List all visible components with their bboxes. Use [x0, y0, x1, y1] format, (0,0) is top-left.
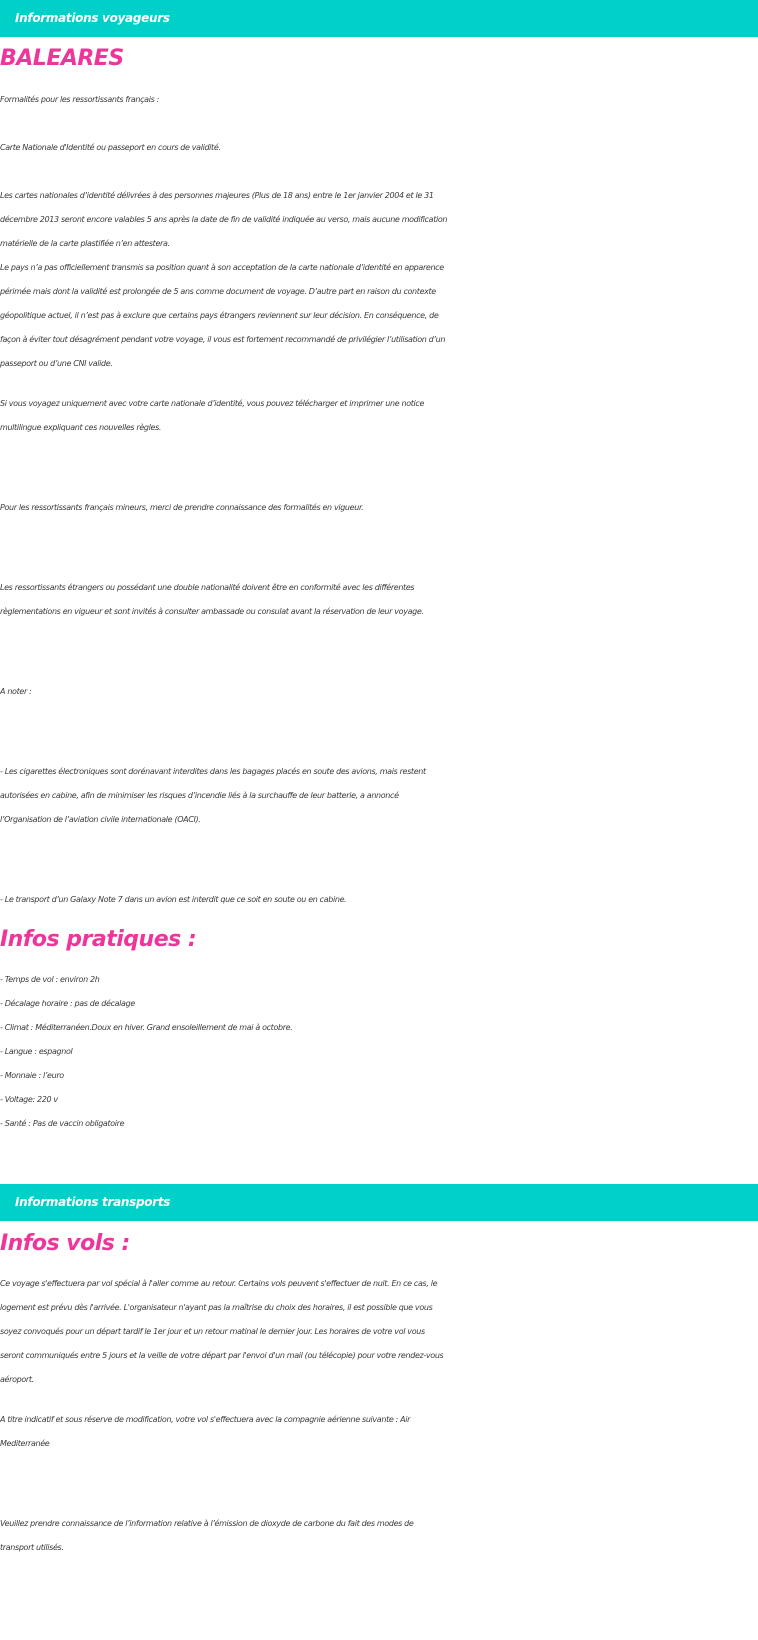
text-line: A titre indicatif et sous réserve de modification, votre vol s'effectuera avec la compagnie aérienne suivante : Air: [0, 1415, 411, 1424]
cni-requirement: Carte Nationale d'Identité ou passeport en cours de validité.: [0, 143, 221, 152]
section-banner-voyageurs: Informations voyageurs: [0, 0, 758, 37]
text-line: géopolitique actuel, il n’est pas à exclure que certains pays étrangers reviennent sur leur décision. En conséquence, de: [0, 311, 439, 320]
infos-vols-title: Infos vols :: [0, 1231, 130, 1256]
formalites-intro: Formalités pour les ressortissants français :: [0, 95, 159, 104]
text-line: règlementations en vigueur et sont invités à consulter ambassade ou consulat avant la réservation de leur voyage.: [0, 607, 424, 616]
vol-special-paragraph: [0, 1272, 758, 1392]
text-line: multilingue expliquant ces nouvelles règles.: [0, 423, 162, 432]
compagnie-paragraph: [0, 1408, 758, 1456]
mineurs-paragraph: Pour les ressortissants français mineurs, merci de prendre connaissance des formalités en vigueur.: [0, 503, 364, 512]
notice-paragraph: [0, 392, 758, 440]
cni-validity-paragraph: [0, 184, 758, 376]
text-line: Le pays n’a pas officiellement transmis sa position quant à son acceptation de la carte nationale d’identité en apparence: [0, 263, 444, 272]
text-line: l’Organisation de l’aviation civile internationale (OACI).: [0, 815, 201, 824]
text-line: décembre 2013 seront encore valables 5 ans après la date de fin de validité indiquée au verso, mais aucune modification: [0, 215, 448, 224]
text-line: Si vous voyagez uniquement avec votre carte nationale d’identité, vous pouvez télécharger et imprimer une notice: [0, 399, 425, 408]
text-line: soyez convoqués pour un départ tardif le 1er jour et un retour matinal le dernier jour. Les horaires de votre vol vous: [0, 1327, 425, 1336]
text-line: passeport ou d’une CNI valide.: [0, 359, 113, 368]
list-item: - Voltage: 220 v: [0, 1095, 58, 1104]
etrangers-paragraph: [0, 576, 758, 624]
text-line: transport utilisés.: [0, 1543, 64, 1552]
co2-paragraph: [0, 1512, 758, 1560]
text-line: Les ressortissants étrangers ou possédant une double nationalité doivent être en conformité avec les différentes: [0, 583, 415, 592]
text-line: Veuillez prendre connaissance de l’information relative à l’émission de dioxyde de carbone du fait des modes de: [0, 1519, 414, 1528]
list-item: - Monnaie : l’euro: [0, 1071, 64, 1080]
infos-pratiques-title: Infos pratiques :: [0, 927, 197, 952]
text-line: logement est prévu dès l'arrivée. L'organisateur n'ayant pas la maîtrise du choix des horaires, il est possible que vous: [0, 1303, 433, 1312]
text-line: Mediterranée: [0, 1439, 50, 1448]
list-item: - Langue : espagnol: [0, 1047, 73, 1056]
a-noter-label: A noter :: [0, 687, 32, 696]
list-item: - Décalage horaire : pas de décalage: [0, 999, 135, 1008]
galaxy-note-paragraph: - Le transport d’un Galaxy Note 7 dans un avion est interdit que ce soit en soute ou en cabine.: [0, 895, 347, 904]
list-item: - Temps de vol : environ 2h: [0, 975, 100, 984]
destination-title: BALEARES: [0, 46, 124, 71]
text-line: Les cartes nationales d’identité délivrées à des personnes majeures (Plus de 18 ans) entre le 1er janvier 2004 et le 31: [0, 191, 434, 200]
list-item: - Climat : Méditerranéen.Doux en hiver. Grand ensoleillement de mai à octobre.: [0, 1023, 293, 1032]
list-item: - Santé : Pas de vaccin obligatoire: [0, 1119, 125, 1128]
text-line: autorisées en cabine, afin de minimiser les risques d’incendie liés à la surchauffe de leur batterie, a annoncé: [0, 791, 399, 800]
text-line: périmée mais dont la validité est prolongée de 5 ans comme document de voyage. D’autre part en raison du contexte: [0, 287, 436, 296]
text-line: aéroport.: [0, 1375, 34, 1384]
text-line: Ce voyage s'effectuera par vol spécial à l'aller comme au retour. Certains vols peuvent s'effectuer de nuit. En ce cas, le: [0, 1279, 438, 1288]
cigarettes-paragraph: [0, 760, 758, 832]
text-line: façon à éviter tout désagrément pendant votre voyage, il vous est fortement recommandé de privilégier l’utilisation d’un: [0, 335, 446, 344]
text-line: matérielle de la carte plastifiée n’en attestera.: [0, 239, 170, 248]
infos-pratiques-list: [0, 968, 758, 1136]
text-line: - Les cigarettes électroniques sont dorénavant interdites dans les bagages placés en soute des avions, mais restent: [0, 767, 426, 776]
section-banner-transports: Informations transports: [0, 1184, 758, 1221]
text-line: seront communiqués entre 5 jours et la veille de votre départ par l'envoi d'un mail (ou télécopie) pour votre rendez-vous: [0, 1351, 444, 1360]
